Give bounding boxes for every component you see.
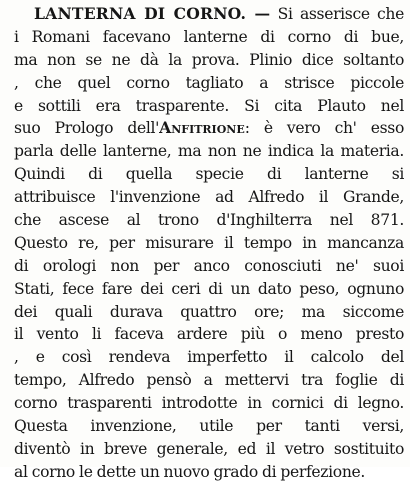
entry-line-10: che ascese al trono d'Inghilterra nel 871. [14, 211, 404, 230]
entry-line-4: , che quel corno tagliato a strisce piccole [14, 73, 404, 92]
entry-line-6 [14, 117, 404, 140]
entry-heading: LANTERNA DI CORNO. — [34, 4, 271, 23]
entry-text: suo Prologo dell' [14, 119, 160, 138]
encyclopedia-entry [14, 3, 404, 484]
entry-text: : è vero ch' esso [244, 119, 404, 138]
entry-line-19: Questa invenzione, utile per tanti versi, [14, 417, 404, 436]
entry-text: Si asserisce che [277, 5, 405, 23]
entry-line-2: i Romani facevano lanterne di corno di bue, [14, 27, 404, 46]
entry-line-1 [14, 3, 404, 26]
entry-line-16: , e così rendeva imperfetto il calcolo del [14, 348, 404, 367]
entry-line-5: e sottili era trasparente. Si cita Plauto nel [14, 96, 404, 115]
entry-line-8: Quindi di quella specie di lanterne si [14, 165, 404, 184]
entry-line-7: parla delle lanterne, ma non ne indica la materia. [14, 142, 404, 161]
entry-line-12: di orologi non per anco conosciuti ne' suoi [14, 256, 404, 275]
entry-line-9: attribuisce l'invenzione ad Alfredo il Grande, [14, 188, 404, 207]
entry-line-14: dei quali durava quattro ore; ma siccome [14, 302, 404, 321]
entry-line-3: ma non se ne dà la prova. Plinio dice soltanto [14, 50, 404, 69]
entry-line-20: diventò in breve generale, ed il vetro sostituito [14, 439, 404, 458]
entry-line-11: Questo re, per misurare il tempo in mancanza [14, 233, 404, 252]
play-title: Anfitrione [159, 118, 245, 138]
entry-line-17: tempo, Alfredo pensò a mettervi tra foglie di [14, 371, 404, 390]
entry-line-18: corno trasparenti introdotte in cornici di legno. [14, 394, 404, 413]
entry-line-15: il vento li faceva ardere più o meno presto [14, 325, 404, 344]
entry-line-13: Stati, fece fare dei ceri di un dato peso, ognuno [14, 279, 404, 298]
entry-line-21: al corno le dette un nuovo grado di perfezione. [14, 462, 365, 481]
